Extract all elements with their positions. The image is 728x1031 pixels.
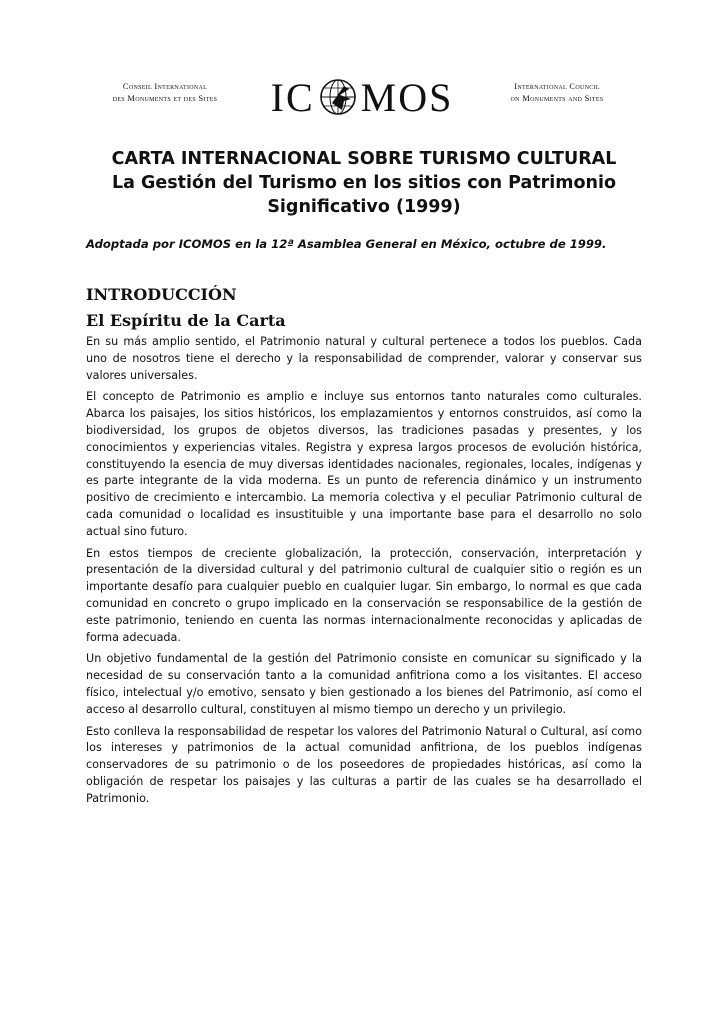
- org-name-english-line-2: on Monuments and Sites: [510, 93, 604, 103]
- paragraph-4: Un objetivo fundamental de la gestión del Patrimonio consiste en comunicar su significado y la necesidad de su conservación tanto a la comunidad anfitriona como a los visitantes. El acceso físico, intelectual y/o emotivo, sensato y bien gestionado a los bienes del Patrimonio, así como el acceso al desarrollo cultural, constituyen al mismo tiempo un derecho y un privilegio.: [86, 652, 642, 716]
- logo-text-left: IC: [270, 74, 315, 120]
- globe-icon: [318, 77, 358, 117]
- section-heading: INTRODUCCIÓN: [86, 285, 237, 304]
- title-line-2: La Gestión del Turismo en los sitios con Patrimonio: [111, 173, 617, 193]
- document-title: [86, 147, 642, 219]
- title-line-3: Significativo (1999): [267, 197, 461, 217]
- title-line-1: CARTA INTERNACIONAL SOBRE TURISMO CULTURAL: [111, 149, 617, 169]
- logo-text-right: MOS: [360, 74, 454, 120]
- org-name-english: [482, 80, 632, 104]
- org-name-french-line-2: des Monuments et des Sites: [112, 93, 218, 103]
- section-subheading: El Espíritu de la Carta: [86, 311, 286, 330]
- body-text: [86, 334, 642, 813]
- paragraph-3: En estos tiempos de creciente globalización, la protección, conservación, interpretación y presentación de la diversidad cultural y del patrimonio cultural de cualquier sitio o región es un importante desafío para cualquier pueblo en cualquier lugar. Sin embargo, lo normal es que cada comunidad en concreto o grupo implicado en la conservación se responsabilice de la gestión de este patrimonio, teniendo en cuenta las normas internacionalmente reconocidas y aplicadas de forma adecuada.: [86, 546, 642, 644]
- paragraph-2: El concepto de Patrimonio es amplio e incluye sus entornos tanto naturales como culturales. Abarca los paisajes, los sitios históricos, los emplazamientos y entornos construidos, así como la biodiversidad, los grupos de objetos diversos, las tradiciones pasadas y presentes, y los conocimientos y experiencias vitales. Registra y expresa largos procesos de evolución histórica, constituyendo la esencia de muy diversas identidades nacionales, regionales, locales, indígenas y es parte integrante de la vida moderna. Es un punto de referencia dinámico y un instrumento positivo de crecimiento e intercambio. La memoria colectiva y el peculiar Patrimonio cultural de cada comunidad o localidad es insustituible y una importante base para el desarrollo no solo actual sino futuro.: [86, 390, 642, 538]
- org-name-english-line-1: International Council: [514, 81, 600, 91]
- org-name-french-line-1: Conseil International: [122, 81, 208, 91]
- adoption-note: Adoptada por ICOMOS en la 12ª Asamblea General en México, octubre de 1999.: [86, 237, 607, 251]
- paragraph-1: En su más amplio sentido, el Patrimonio natural y cultural pertenece a todos los pueblos. Cada uno de nosotros tiene el derecho y la responsabilidad de comprender, valorar y conservar sus valores universales.: [86, 335, 642, 382]
- icomos-logo: [236, 72, 488, 122]
- icomos-header-banner: [86, 72, 638, 122]
- paragraph-5: Esto conlleva la responsabilidad de respetar los valores del Patrimonio Natural o Cultural, así como los intereses y patrimonios de la actual comunidad anfitriona, de los pueblos indígenas conservadores de su patrimonio o de los poseedores de propiedades históricas, así como la obligación de respetar los paisajes y las culturas a partir de las cuales se ha desarrollado el Patrimonio.: [86, 724, 642, 805]
- org-name-french: [90, 80, 240, 104]
